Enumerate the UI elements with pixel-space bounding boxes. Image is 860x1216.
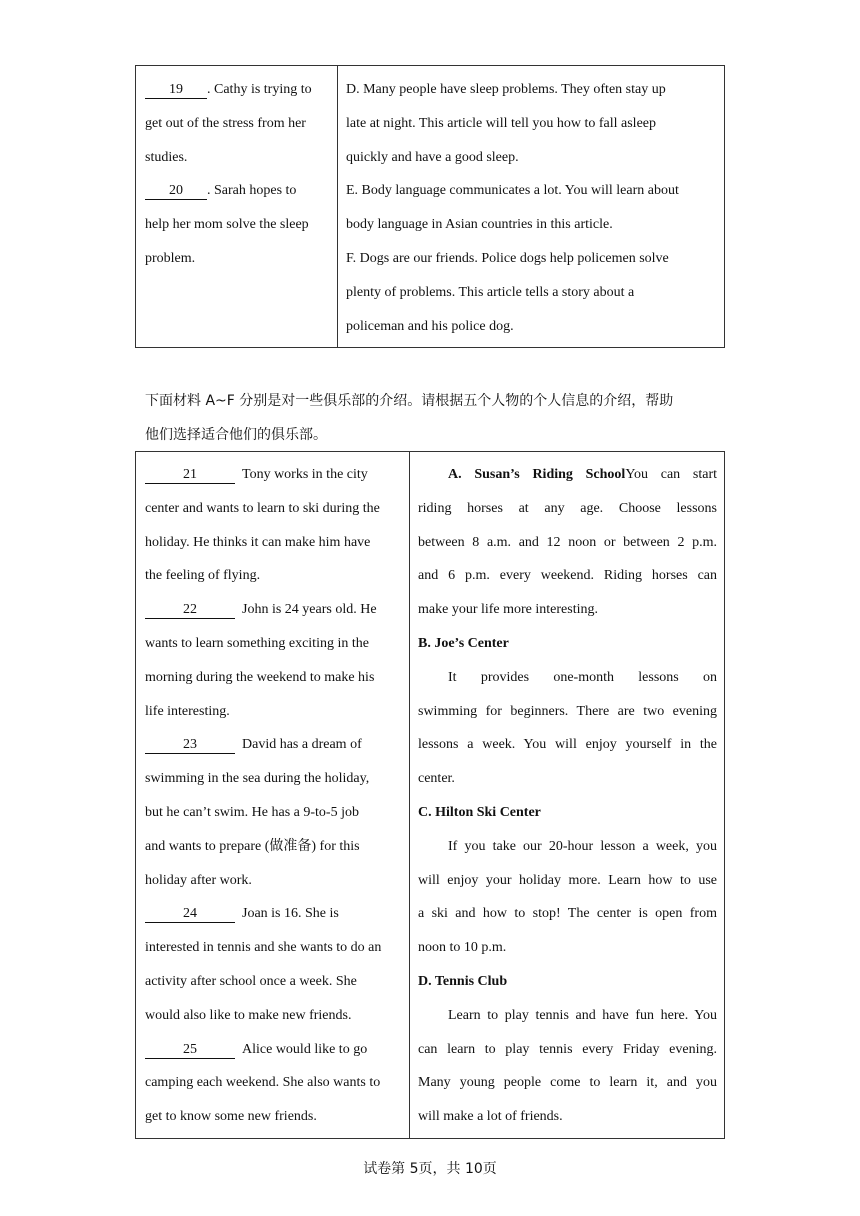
option-line: quickly and have a good sleep. [346,149,519,165]
question-text: . Sarah hopes to [207,183,297,199]
question-text: holiday after work. [145,872,252,888]
club-line [418,897,717,931]
question-line [145,864,405,898]
club-text: noon to 10 p.m. [418,940,507,956]
option-line: late at night. This article will tell you how to fall asleep [346,115,656,131]
question-line [145,559,405,593]
club-name: C. Hilton Ski Center [418,804,541,820]
answer-blank: 23 [145,737,235,754]
option-line: D. Many people have sleep problems. They often stay up [346,82,666,97]
question-line [145,107,335,141]
club-line [418,864,717,898]
question-line [145,242,335,276]
club-line [418,1066,717,1100]
question-line [145,627,405,661]
questions-column [145,66,335,347]
question-text: morning during the weekend to make his [145,669,375,685]
section-instructions [145,384,725,452]
answer-blank: 25 [145,1042,235,1059]
clubs-column [418,452,717,1138]
question-text: swimming in the sea during the holiday, [145,771,370,787]
club-text: It provides one-month lessons on [448,669,717,685]
club-text: between 8 a.m. and 12 noon or between 2 p.m. [418,534,717,550]
club-line [418,593,717,627]
club-text: riding horses at any age. Choose lessons [418,500,717,516]
club-line [418,492,717,526]
question-line [145,458,405,492]
question-line [145,931,405,965]
question-text: holiday. He thinks it can make him have [145,534,371,550]
club-line [418,695,717,729]
club-line [418,627,717,661]
club-line [418,830,717,864]
club-line [418,1100,717,1134]
matching-table-1 [135,65,725,348]
question-text: interested in tennis and she wants to do an [145,940,382,956]
club-text: Learn to play tennis and have fun here. You [448,1007,717,1023]
question-text: and wants to prepare (做准备) for this [145,838,360,854]
question-text: . Cathy is trying to [207,82,312,97]
question-text: help her mom solve the sleep [145,217,309,233]
answer-blank: 21 [145,467,235,484]
matching-table-2 [135,451,725,1139]
question-text: life interesting. [145,703,230,719]
question-line [145,1066,405,1100]
question-line [145,174,335,208]
question-text: studies. [145,149,188,165]
question-line [145,830,405,864]
club-line [418,931,717,965]
club-line [418,965,717,999]
club-text: You can start [625,467,717,482]
club-name: A. Susan’s Riding School [448,467,626,482]
question-line [145,1033,405,1067]
question-text: John is 24 years old. He [242,602,377,618]
instructions-line-2: 他们选择适合他们的俱乐部。 [145,427,327,443]
club-text: a ski and how to stop! The center is open from [418,906,717,922]
club-line [418,762,717,796]
club-text: swimming for beginners. There are two evening [418,703,717,719]
club-text: Many young people come to learn it, and you [418,1075,717,1091]
answer-blank: 19 [145,82,207,99]
question-line [145,999,405,1033]
club-name: B. Joe’s Center [418,635,509,651]
option-line: plenty of problems. This article tells a story about a [346,284,635,300]
club-line [418,526,717,560]
option-line: policeman and his police dog. [346,318,514,334]
question-line [145,141,335,175]
question-line [145,796,405,830]
question-line [145,695,405,729]
club-line [418,999,717,1033]
page-footer: 试卷第 5页，共 10页 [363,1161,497,1177]
club-line [418,458,717,492]
club-line [418,728,717,762]
club-name: D. Tennis Club [418,973,508,989]
column-divider [337,66,338,347]
question-line [145,593,405,627]
answer-blank: 24 [145,906,235,923]
question-line [145,965,405,999]
options-column [346,66,718,347]
people-column [145,452,405,1138]
question-line [145,208,335,242]
club-line [418,796,717,830]
club-text: make your life more interesting. [418,602,598,618]
question-line [145,526,405,560]
club-line [418,559,717,593]
question-line [145,897,405,931]
question-text: Joan is 16. She is [242,906,339,922]
instructions-line-1: 下面材料 A~F 分别是对一些俱乐部的介绍。请根据五个人物的个人信息的介绍，帮助 [145,393,674,409]
question-line [145,492,405,526]
club-text: lessons a week. You will enjoy yourself in the [418,737,717,753]
question-text: get out of the stress from her [145,115,306,131]
question-text: activity after school once a week. She [145,973,357,989]
question-text: would also like to make new friends. [145,1007,352,1023]
question-line [145,762,405,796]
club-text: center. [418,771,455,787]
answer-blank: 20 [145,183,207,200]
question-text: center and wants to learn to ski during the [145,500,380,516]
question-line [145,73,335,107]
question-text: David has a dream of [242,737,362,753]
question-text: problem. [145,250,196,266]
option-line: F. Dogs are our friends. Police dogs help policemen solve [346,250,669,266]
question-text: camping each weekend. She also wants to [145,1075,381,1091]
column-divider [409,452,410,1138]
question-text: get to know some new friends. [145,1109,317,1125]
question-text: the feeling of flying. [145,568,261,584]
question-line [145,661,405,695]
question-text: Tony works in the city [242,467,368,482]
club-line [418,661,717,695]
club-text: and 6 p.m. every weekend. Riding horses can [418,568,717,584]
option-line: body language in Asian countries in this article. [346,217,613,233]
club-text: will enjoy your holiday more. Learn how to use [418,872,717,888]
club-text: If you take our 20-hour lesson a week, you [448,838,717,854]
question-line [145,1100,405,1134]
question-text: but he can’t swim. He has a 9-to-5 job [145,804,359,820]
answer-blank: 22 [145,602,235,619]
club-text: can learn to play tennis every Friday evening. [418,1041,717,1057]
question-line [145,728,405,762]
club-line [418,1033,717,1067]
question-text: Alice would like to go [242,1041,368,1057]
club-text: will make a lot of friends. [418,1109,563,1125]
question-text: wants to learn something exciting in the [145,635,369,651]
option-line: E. Body language communicates a lot. You will learn about [346,183,679,199]
